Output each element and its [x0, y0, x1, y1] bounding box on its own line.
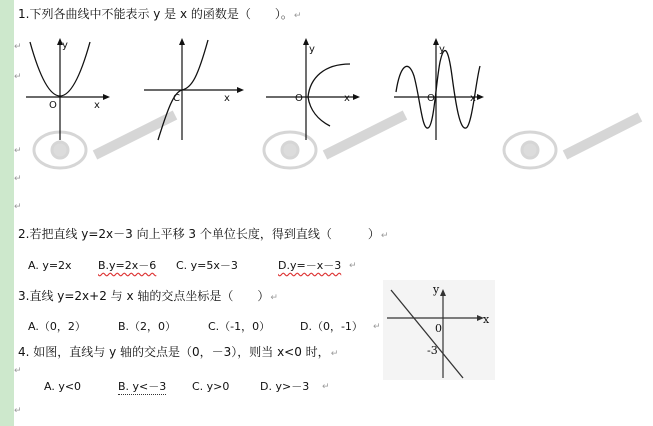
graph-4-origin-label: O	[427, 93, 435, 104]
q4-option-b: B. y<－3	[118, 380, 167, 393]
q4-option-a: A. y<0	[44, 380, 82, 393]
paragraph-mark: ↵	[373, 322, 381, 332]
paragraph-mark: ↵	[349, 261, 357, 271]
q2-option-c: C. y=5x－3	[176, 259, 238, 272]
graph-3-x-label: x	[344, 93, 350, 104]
graph-4-y-label: y	[439, 44, 445, 55]
graph-parabola	[22, 36, 112, 144]
graph-cubic	[140, 36, 250, 144]
paragraph-mark: ↵	[322, 382, 330, 392]
question-3-text: 3.直线 y=2x+2 与 x 轴的交点坐标是（ ）↵	[18, 289, 278, 303]
q2-option-a: A. y=2x	[28, 259, 72, 272]
paragraph-mark: ↵	[14, 72, 22, 82]
question-2-text: 2.若把直线 y=2x－3 向上平移 3 个单位长度，得到直线（ ）↵	[18, 227, 389, 241]
paragraph-mark: ↵	[14, 202, 22, 212]
graph-1-x-label: x	[94, 100, 100, 111]
q4-option-d: D. y>－3	[260, 380, 310, 393]
graph-3-y-label: y	[309, 44, 315, 55]
q2-option-d: D.y=－x－3	[278, 259, 342, 272]
watermark-logo	[490, 95, 650, 190]
paragraph-mark: ↵	[14, 42, 22, 52]
q3-option-c: C.（-1，0）	[208, 320, 271, 333]
graph-2-origin-label: C	[173, 93, 180, 104]
question-4-text: 4. 如图，直线与 y 轴的交点是（0，－3），则当 x<0 时，↵	[18, 345, 339, 359]
q2-option-b: B.y=2x－6	[98, 259, 157, 272]
graph-sideways-parabola	[262, 36, 367, 144]
graph-1-y-label: y	[62, 40, 68, 51]
graph-4-x-label: x	[470, 93, 476, 104]
paragraph-mark: ↵	[14, 174, 22, 184]
graph-1-origin-label: O	[49, 100, 57, 111]
q4-option-c: C. y>0	[192, 380, 230, 393]
q3-option-a: A.（0，2）	[28, 320, 86, 333]
graph-sine	[390, 36, 490, 144]
graph-3-origin-label: O	[295, 93, 303, 104]
graph-q4-line	[383, 280, 495, 380]
q4-graph-y-label: y	[433, 283, 440, 296]
paragraph-mark: ↵	[14, 406, 22, 416]
graph-2-x-label: x	[224, 93, 230, 104]
q4-graph-origin-label: 0	[435, 322, 442, 335]
paragraph-mark: ↵	[14, 366, 22, 376]
paragraph-mark: ↵	[14, 146, 22, 156]
q3-option-b: B.（2，0）	[118, 320, 177, 333]
q4-graph-intercept-label: -3	[427, 344, 438, 357]
q4-graph-x-label: x	[483, 313, 490, 326]
question-1-text: 1.下列各曲线中不能表示 y 是 x 的函数是（ ）。↵	[18, 7, 302, 21]
left-margin-bar	[0, 0, 14, 426]
q3-option-d: D.（0，-1）	[300, 320, 363, 333]
